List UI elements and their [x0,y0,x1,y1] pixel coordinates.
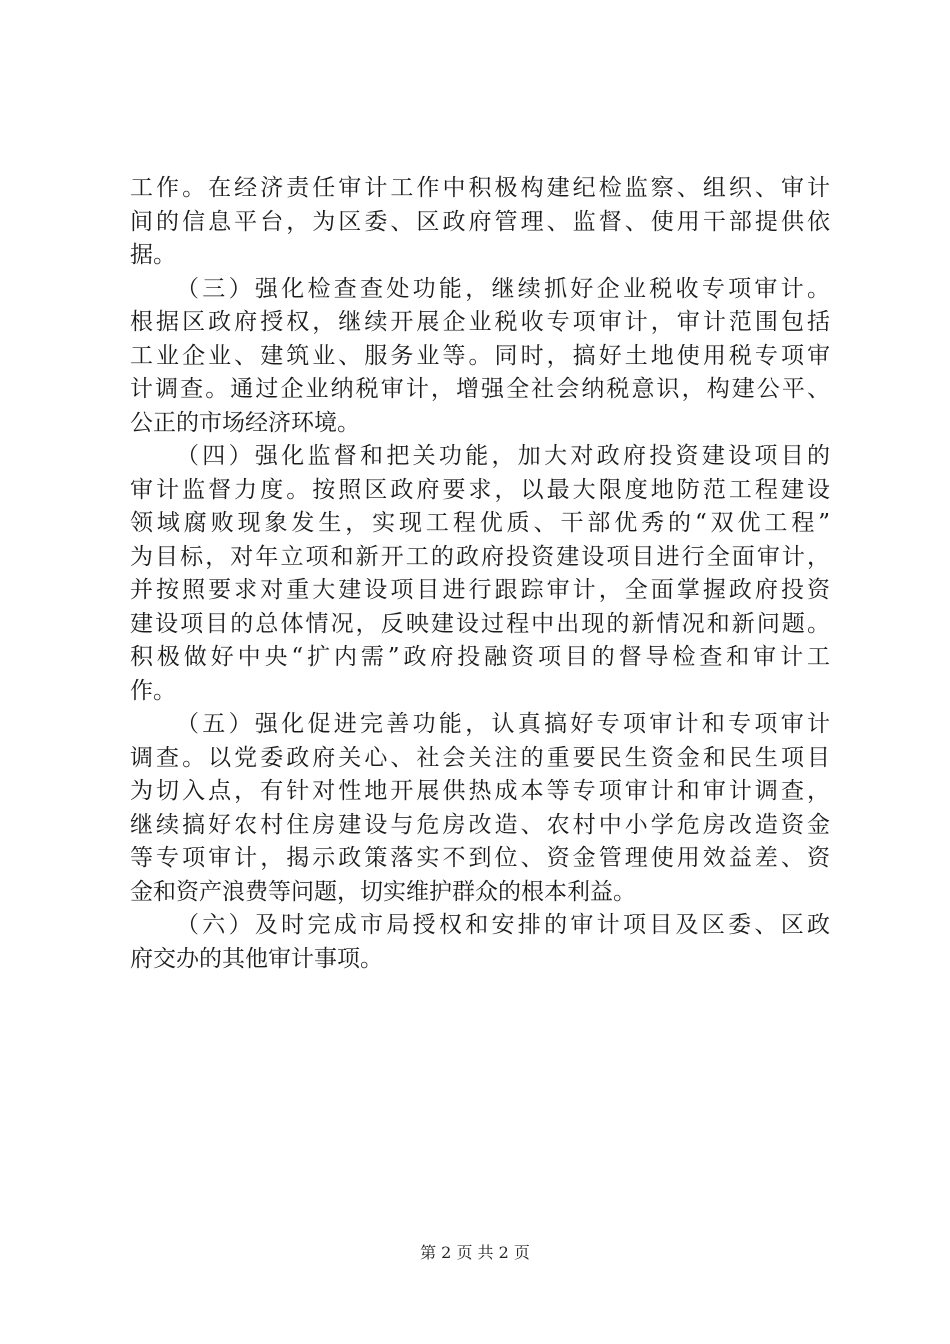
text-line: 公正的市场经济环境。 [130,409,360,436]
text-line: 为目标，对年立项和新开工的政府投资建设项目进行全面审计， [130,543,830,570]
text-line: 积极做好中央“扩内需”政府投融资项目的督导检查和审计工 [130,644,830,670]
paragraph [130,172,830,273]
paragraph [130,708,830,909]
text-line: 审计监督力度。按照区政府要求，以最大限度地防范工程建设 [130,476,830,503]
text-line: 根据区政府授权，继续开展企业税收专项审计，审计范围包括 [130,309,830,335]
text-line: 府交办的其他审计事项。 [130,945,383,972]
text-line: （四）强化监督和把关功能，加大对政府投资建设项目的 [176,443,830,469]
text-line: 领域腐败现象发生，实现工程优质、干部优秀的“双优工程” [130,510,830,536]
text-line: 作。 [130,677,176,704]
paragraph [130,909,830,976]
text-line: 建设项目的总体情况，反映建设过程中出现的新情况和新问题。 [130,610,830,637]
text-line: 继续搞好农村住房建设与危房改造、农村中小学危房改造资金 [130,811,830,838]
text-line: 金和资产浪费等问题，切实维护群众的根本利益。 [130,878,636,905]
text-line: 据。 [130,242,176,268]
text-line: 工业企业、建筑业、服务业等。同时，搞好土地使用税专项审 [130,342,830,369]
text-line: （三）强化检查查处功能，继续抓好企业税收专项审计。 [176,275,830,302]
document-body [130,172,830,976]
page-number-footer: 第 2 页 共 2 页 [420,1243,530,1262]
paragraph [130,273,830,441]
text-line: 等专项审计，揭示政策落实不到位、资金管理使用效益差、资 [130,845,830,871]
paragraph [130,440,830,708]
text-line: （六）及时完成市局授权和安排的审计项目及区委、区政 [176,912,830,938]
text-line: 工作。在经济责任审计工作中积极构建纪检监察、组织、审计 [130,175,830,201]
text-line: 并按照要求对重大建设项目进行跟踪审计，全面掌握政府投资 [130,577,830,603]
text-line: 间的信息平台，为区委、区政府管理、监督、使用干部提供依 [130,208,830,235]
text-line: （五）强化促进完善功能，认真搞好专项审计和专项审计 [176,711,830,737]
text-line: 为切入点，有针对性地开展供热成本等专项审计和审计调查， [130,778,830,804]
text-line: 调查。以党委政府关心、社会关注的重要民生资金和民生项目 [130,744,830,771]
text-line: 计调查。通过企业纳税审计，增强全社会纳税意识，构建公平、 [130,376,830,402]
